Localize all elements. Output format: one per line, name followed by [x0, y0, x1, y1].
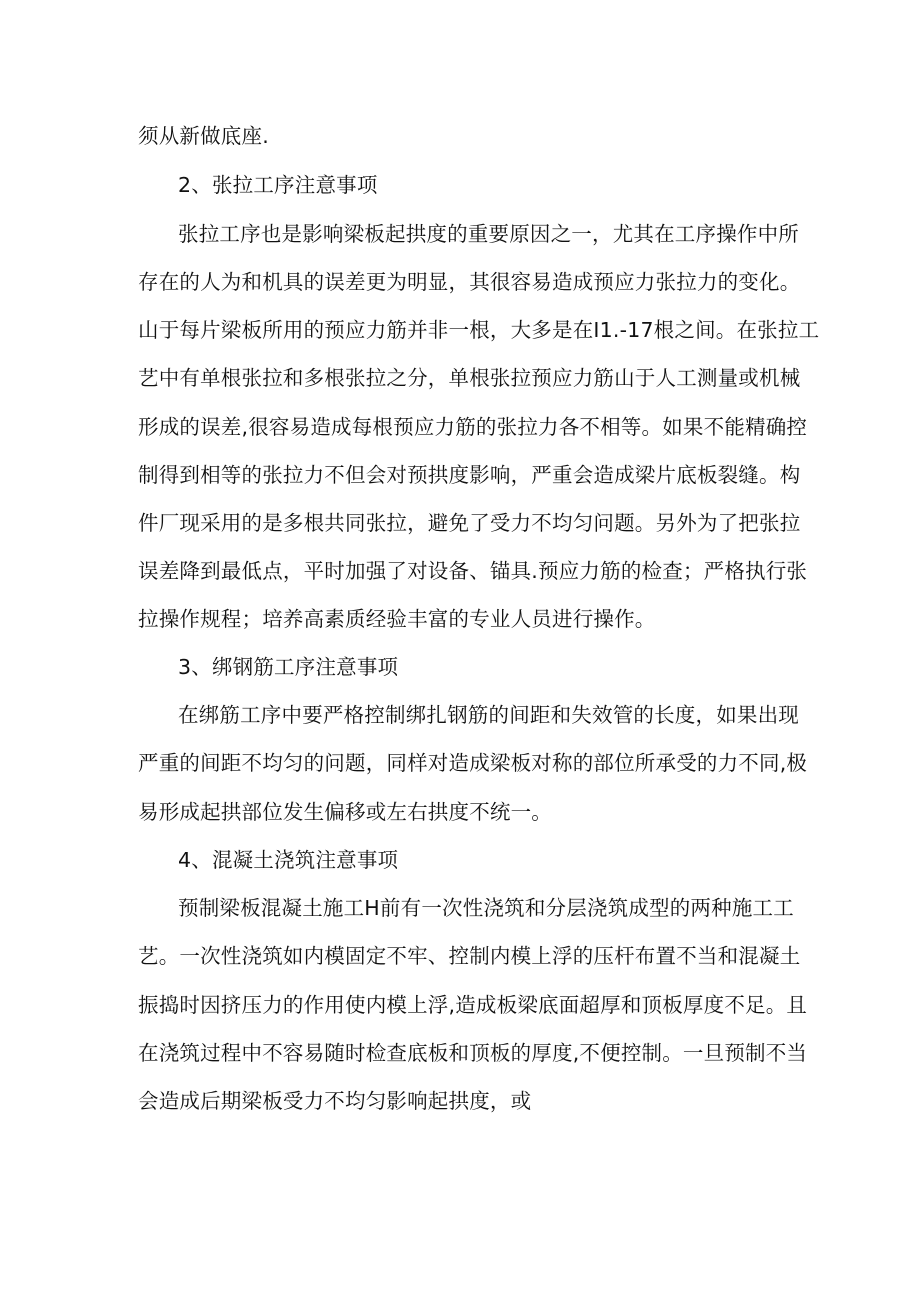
- text-line: 存在的人为和机具的误差更为明显，其很容易造成预应力张拉力的变化。: [138, 270, 801, 294]
- text-line: 形成的误差,很容易造成每根预应力筋的张拉力各不相等。如果不能精确控: [138, 415, 808, 439]
- text-line: 在浇筑过程中不容易随时检查底板和顶板的厚度,不便控制。一旦预制不当: [138, 1041, 808, 1065]
- section-heading: 3、绑钢筋工序注意事项: [178, 655, 399, 679]
- text-line: 会造成后期梁板受力不均匀影响起拱度，或: [138, 1089, 532, 1113]
- text-line: 严重的间距不均匀的问题，同样对造成梁板对称的部位所承受的力不同,极: [138, 751, 808, 775]
- text-line: 艺。一次性浇筑如内模固定不牢、控制内模上浮的压杆布置不当和混凝土: [138, 944, 801, 968]
- text-line: 艺中有单根张拉和多根张拉之分，单根张拉预应力筋山于人工测量或机械: [138, 366, 801, 390]
- text-line: 在绑筋工序中要严格控制绑扎钢筋的间距和失效管的长度，如果出现: [178, 703, 799, 727]
- text-line: 山于每片梁板所用的预应力筋并非一根，大多是在I1.-17根之间。在张拉工: [138, 318, 820, 342]
- text-line: 易形成起拱部位发生偏移或左右拱度不统一。: [138, 800, 552, 824]
- text-line: 预制梁板混凝土施工H前有一次性浇筑和分层浇筑成型的两种施工工: [178, 896, 794, 920]
- text-line: 张拉工序也是影响梁板起拱度的重要原因之一，尤其在工序操作中所: [178, 222, 799, 246]
- text-line: 误差降到最低点，平时加强了对设备、锚具.预应力筋的检查；严格执行张: [138, 559, 808, 583]
- text-line: 须从新做底座.: [138, 124, 269, 148]
- section-heading: 2、张拉工序注意事项: [178, 173, 378, 197]
- text-line: 件厂现采用的是多根共同张拉，避免了受力不均匀问题。另外为了把张拉: [138, 511, 801, 535]
- text-line: 振捣时因挤压力的作用使内模上浮,造成板梁底面超厚和顶板厚度不足。且: [138, 993, 808, 1017]
- text-line: 制得到相等的张拉力不但会对预拱度影响，严重会造成梁片底板裂缝。构: [138, 463, 801, 487]
- section-heading: 4、混凝土浇筑注意事项: [178, 848, 399, 872]
- text-line: 拉操作规程；培养高素质经验丰富的专业人员进行操作。: [138, 607, 656, 631]
